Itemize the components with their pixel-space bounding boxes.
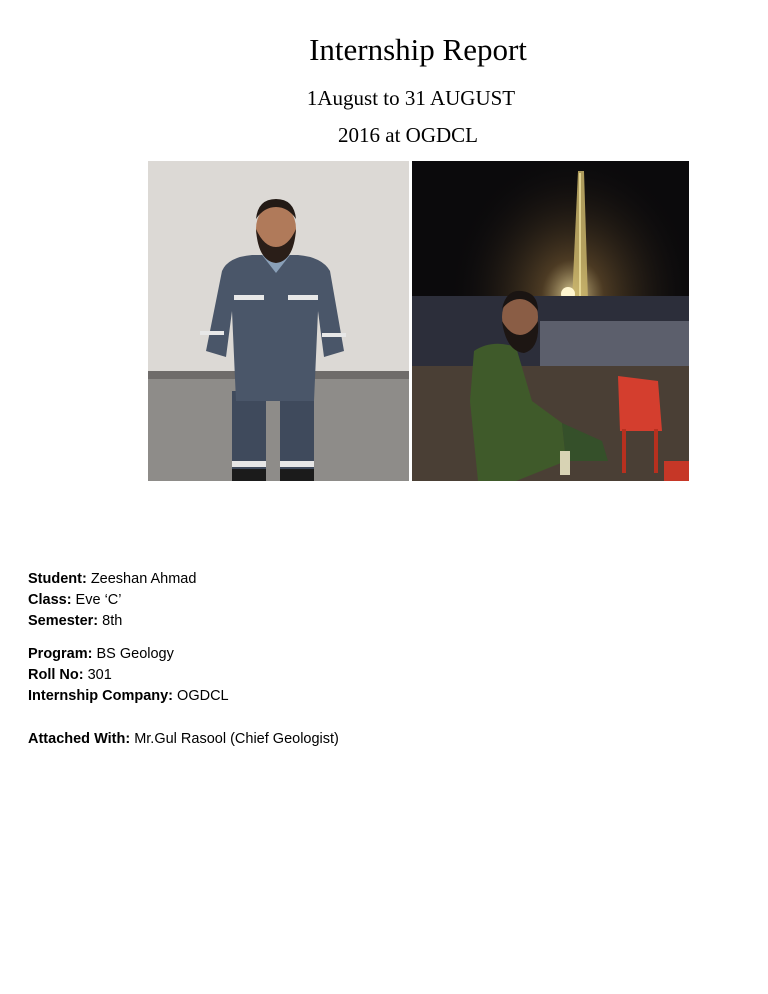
program-info-block <box>28 644 229 707</box>
class-value: Eve ‘C’ <box>71 592 122 608</box>
roll-no-label: Roll No: <box>28 667 84 683</box>
student-photo-left <box>148 161 409 481</box>
supervisor-info-block <box>28 729 339 750</box>
roll-no-value: 301 <box>83 667 112 683</box>
report-place-line: 2016 at OGDCL <box>338 123 478 147</box>
report-title: Internship Report <box>309 32 527 67</box>
student-photo-right <box>412 161 689 481</box>
program-value: BS Geology <box>92 646 174 662</box>
class-row <box>28 590 196 611</box>
student-label: Student: <box>28 571 87 587</box>
student-value: Zeeshan Ahmad <box>86 571 197 587</box>
company-row <box>28 686 229 707</box>
attached-label: Attached With: <box>28 731 131 747</box>
report-date-line: 1August to 31 AUGUST <box>306 86 516 110</box>
company-label: Internship Company: <box>28 688 174 704</box>
student-row <box>28 569 196 590</box>
semester-label: Semester: <box>28 613 99 629</box>
program-label: Program: <box>28 646 93 662</box>
class-label: Class: <box>28 592 72 608</box>
student-info-block <box>28 569 196 632</box>
semester-value: 8th <box>98 613 123 629</box>
semester-row <box>28 611 196 632</box>
program-row <box>28 644 229 665</box>
attached-value: Mr.Gul Rasool (Chief Geologist) <box>130 731 339 747</box>
attached-row <box>28 729 339 750</box>
company-value: OGDCL <box>173 688 229 704</box>
roll-no-row <box>28 665 229 686</box>
